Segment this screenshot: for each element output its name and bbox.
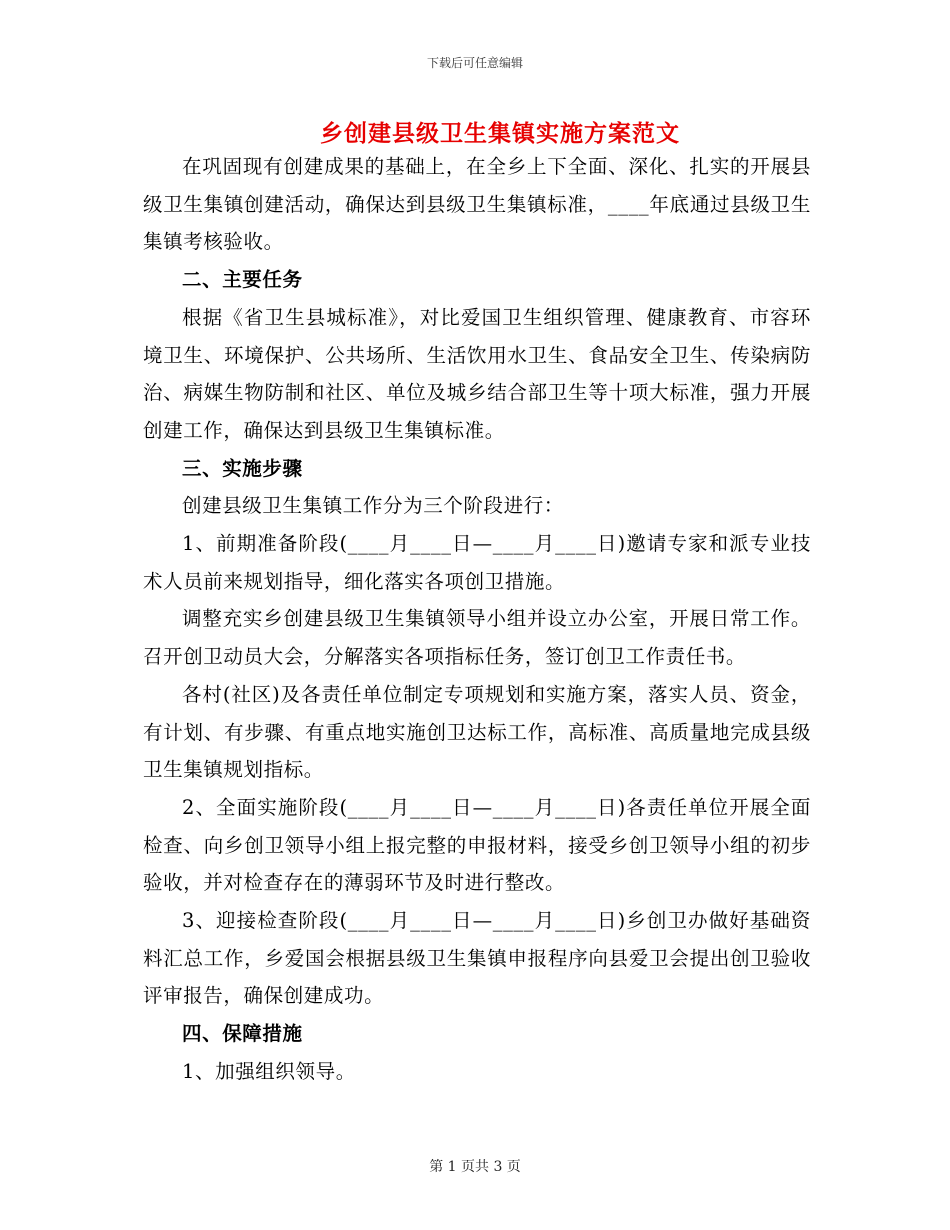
paragraph-step-2: 2、全面实施阶段(____月____日—____月____日)各责任单位开展全面检查、向乡创卫领导小组上报完整的申报材料，接受乡创卫领导小组的初步验收，并对检查存在的薄弱环节及时进行整改。 <box>143 795 811 895</box>
page-footer: 第 1 页共 3 页 <box>429 1159 521 1175</box>
section-heading-main-tasks: 二、主要任务 <box>182 268 303 292</box>
header-note: 下载后可任意编辑 <box>426 56 523 70</box>
paragraph-safeguard-1: 1、加强组织领导。 <box>182 1059 356 1083</box>
paragraph-intro: 在巩固现有创建成果的基础上，在全乡上下全面、深化、扎实的开展县级卫生集镇创建活动，确保达到县级卫生集镇标准，____年底通过县级卫生集镇考核验收。 <box>143 155 811 254</box>
paragraph-step-3: 3、迎接检查阶段(____月____日—____月____日)乡创卫办做好基础资料汇总工作，乡爱国会根据县级卫生集镇申报程序向县爱卫会提出创卫验收评审报告，确保创建成功。 <box>143 909 811 1008</box>
document-title: 乡创建县级卫生集镇实施方案范文 <box>320 120 680 147</box>
paragraph-step-1-detail-b: 各村(社区)及各责任单位制定专项规划和实施方案，落实人员、资金，有计划、有步骤、有重点地实施创卫达标工作，高标准、高质量地完成县级卫生集镇规划指标。 <box>143 682 811 782</box>
paragraph-steps-intro: 创建县级卫生集镇工作分为三个阶段进行： <box>182 494 564 518</box>
section-heading-safeguards: 四、保障措施 <box>182 1022 303 1046</box>
document-body <box>143 148 811 1091</box>
paragraph-step-1-detail-a: 调整充实乡创建县级卫生集镇领导小组并设立办公室，开展日常工作。召开创卫动员大会，分解落实各项指标任务，签订创卫工作责任书。 <box>143 607 811 669</box>
paragraph-main-tasks: 根据《省卫生县城标准》，对比爱国卫生组织管理、健康教育、市容环境卫生、环境保护、公共场所、生活饮用水卫生、食品安全卫生、传染病防治、病媒生物防制和社区、单位及城乡结合部卫生等十项大标准，强力开展创建工作，确保达到县级卫生集镇标准。 <box>143 305 811 442</box>
section-heading-steps: 三、实施步骤 <box>182 456 303 480</box>
paragraph-step-1: 1、前期准备阶段(____月____日—____月____日)邀请专家和派专业技术人员前来规划指导，细化落实各项创卫措施。 <box>143 532 811 593</box>
